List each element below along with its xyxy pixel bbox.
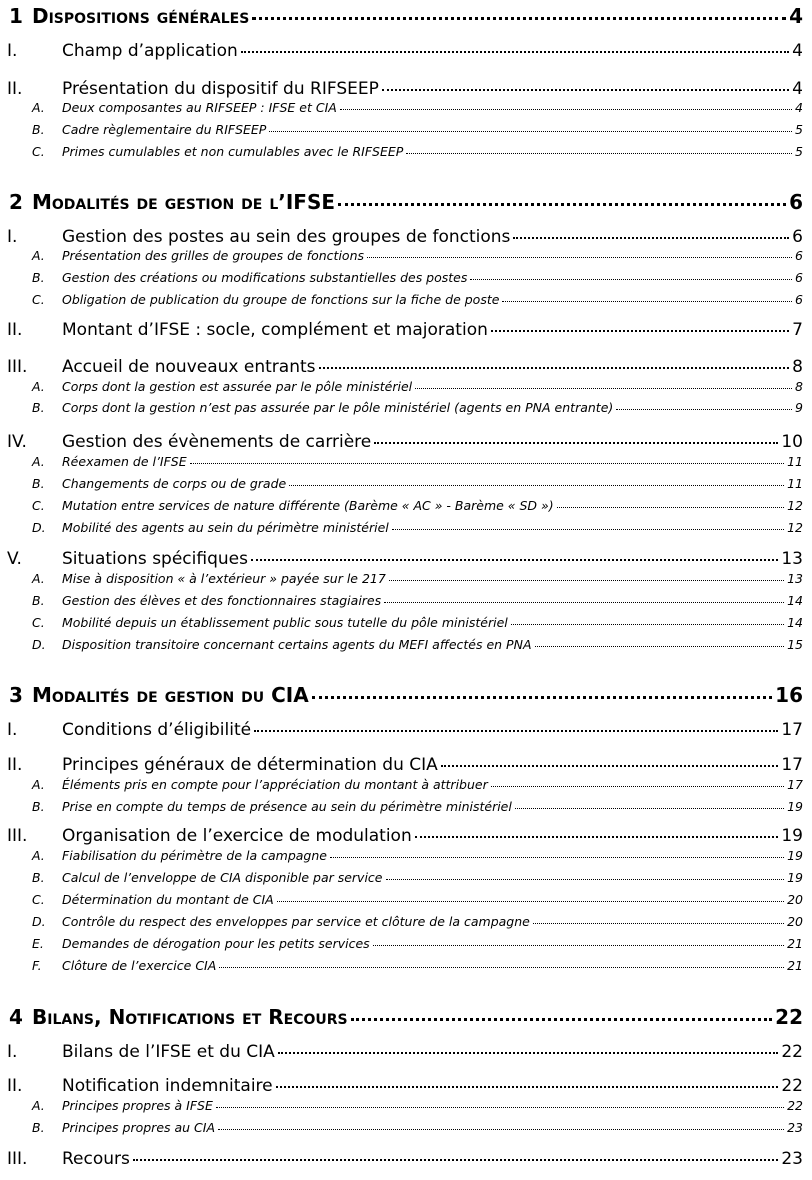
entry-page-number: 22 [781, 1042, 803, 1062]
entry-page-number: 8 [792, 357, 803, 377]
entry-number: B. [32, 799, 45, 814]
entry-title: Gestion des évènements de carrière [62, 432, 372, 452]
entry-number: III. [7, 826, 28, 846]
toc-entry-sub[interactable] [32, 476, 803, 491]
entry-title: Présentation des grilles de groupes de fonctions [62, 248, 365, 263]
entry-page-number: 5 [795, 122, 803, 137]
dot-leader [319, 367, 790, 369]
toc-entry-sub[interactable] [32, 248, 803, 263]
entry-page-number: 16 [775, 683, 803, 707]
dot-leader [470, 279, 792, 280]
entry-title: Cadre règlementaire du RIFSEEP [62, 122, 267, 137]
entry-number: F. [32, 958, 42, 973]
toc-entry-sub[interactable] [32, 454, 803, 469]
toc-entry-sub[interactable] [32, 936, 803, 951]
entry-title: Recours [62, 1149, 130, 1169]
entry-page-number: 17 [787, 777, 803, 792]
dot-leader [384, 602, 784, 603]
entry-page-number: 14 [787, 593, 803, 608]
dot-leader [251, 559, 778, 561]
dot-leader [491, 786, 784, 787]
entry-number: III. [7, 357, 28, 377]
entry-title: Accueil de nouveaux entrants [62, 357, 316, 377]
entry-title: Deux composantes au RIFSEEP : IFSE et CIA [62, 100, 337, 115]
entry-title: Mutation entre services de nature différente (Barème « AC » - Barème « SD ») [62, 498, 554, 513]
entry-page-number: 21 [787, 958, 803, 973]
dot-leader [386, 879, 785, 880]
entry-number: B. [32, 122, 45, 137]
entry-page-number: 23 [781, 1149, 803, 1169]
entry-page-number: 19 [787, 848, 803, 863]
entry-number: V. [7, 549, 22, 569]
entry-title: Organisation de l’exercice de modulation [62, 826, 412, 846]
entry-page-number: 22 [775, 1005, 803, 1029]
entry-title: Gestion des postes au sein des groupes de fonctions [62, 227, 511, 247]
entry-number: D. [32, 520, 46, 535]
toc-entry-sub[interactable] [32, 1120, 803, 1135]
dot-leader [535, 646, 785, 647]
entry-page-number: 8 [795, 379, 803, 394]
entry-title: Bilans de l’IFSE et du CIA [62, 1042, 275, 1062]
toc-entry-sec[interactable] [7, 432, 803, 452]
toc-entry-sub[interactable] [32, 848, 803, 863]
dot-leader [515, 808, 784, 809]
dot-leader [367, 257, 792, 258]
toc-entry-sub[interactable] [32, 615, 803, 630]
entry-number: A. [32, 100, 45, 115]
toc-entry-sec[interactable] [7, 1042, 803, 1062]
entry-title: Montant d’IFSE : socle, complément et majoration [62, 320, 488, 340]
dot-leader [269, 131, 792, 132]
entry-title: Situations spécifiques [62, 549, 248, 569]
dot-leader [491, 330, 789, 332]
dot-leader [533, 923, 784, 924]
dot-leader [511, 624, 784, 625]
dot-leader [276, 1086, 779, 1088]
entry-title: Mobilité depuis un établissement public sous tutelle du pôle ministériel [62, 615, 508, 630]
entry-page-number: 11 [787, 476, 803, 491]
entry-page-number: 6 [795, 270, 803, 285]
dot-leader [241, 51, 789, 53]
dot-leader [374, 442, 778, 444]
toc-entry-chap[interactable] [9, 683, 803, 707]
entry-title: Clôture de l’exercice CIA [62, 958, 217, 973]
toc-entry-sec[interactable] [7, 357, 803, 377]
entry-number: II. [7, 1076, 23, 1096]
toc-entry-sub[interactable] [32, 914, 803, 929]
dot-leader [252, 17, 786, 20]
entry-title: Principes propres à IFSE [62, 1098, 213, 1113]
entry-number: A. [32, 379, 45, 394]
entry-title: Calcul de l’enveloppe de CIA disponible par service [62, 870, 383, 885]
toc-entry-sub[interactable] [32, 122, 803, 137]
dot-leader [351, 1018, 773, 1021]
toc-entry-chap[interactable] [9, 1005, 803, 1029]
entry-number: II. [7, 320, 23, 340]
entry-page-number: 11 [787, 454, 803, 469]
toc-entry-sub[interactable] [32, 892, 803, 907]
entry-title: Obligation de publication du groupe de fonctions sur la fiche de poste [62, 292, 500, 307]
entry-page-number: 4 [792, 79, 803, 99]
entry-page-number: 19 [787, 870, 803, 885]
dot-leader [133, 1159, 778, 1161]
entry-number: B. [32, 593, 45, 608]
entry-number: I. [7, 41, 18, 61]
entry-number: A. [32, 248, 45, 263]
entry-title: Changements de corps ou de grade [62, 476, 287, 491]
entry-title: Prise en compte du temps de présence au sein du périmètre ministériel [62, 799, 512, 814]
entry-number: B. [32, 400, 45, 415]
entry-number: A. [32, 454, 45, 469]
entry-number: B. [32, 870, 45, 885]
dot-leader [278, 1052, 779, 1054]
entry-page-number: 15 [787, 637, 803, 652]
toc-entry-sec[interactable] [7, 755, 803, 775]
dot-leader [389, 580, 784, 581]
entry-title: Notification indemnitaire [62, 1076, 273, 1096]
toc-entry-sub[interactable] [32, 777, 803, 792]
entry-number: A. [32, 777, 45, 792]
entry-page-number: 4 [792, 41, 803, 61]
dot-leader [312, 696, 772, 699]
toc-entry-sec[interactable] [7, 720, 803, 740]
entry-page-number: 20 [787, 892, 803, 907]
dot-leader [513, 237, 789, 239]
entry-title: Bilans, Notifications et Recours [32, 1005, 348, 1029]
dot-leader [330, 857, 784, 858]
entry-title: Mobilité des agents au sein du périmètre ministériel [62, 520, 389, 535]
toc-entry-sec[interactable] [7, 320, 803, 340]
entry-number: II. [7, 755, 23, 775]
entry-title: Réexamen de l’IFSE [62, 454, 187, 469]
entry-title: Disposition transitoire concernant certains agents du MEFI affectés en PNA [62, 637, 532, 652]
entry-page-number: 17 [781, 755, 803, 775]
entry-number: B. [32, 270, 45, 285]
entry-number: C. [32, 144, 45, 159]
entry-title: Modalités de gestion de l’IFSE [32, 190, 336, 214]
entry-page-number: 6 [795, 248, 803, 263]
entry-number: D. [32, 914, 46, 929]
dot-leader [216, 1107, 784, 1108]
dot-leader [277, 901, 784, 902]
dot-leader [406, 153, 792, 154]
entry-number: B. [32, 476, 45, 491]
entry-title: Dispositions générales [32, 4, 250, 28]
entry-page-number: 13 [781, 549, 803, 569]
toc-entry-sub[interactable] [32, 400, 803, 415]
entry-page-number: 5 [795, 144, 803, 159]
dot-leader [382, 89, 789, 91]
entry-number: C. [32, 615, 45, 630]
entry-page-number: 13 [787, 571, 803, 586]
entry-title: Modalités de gestion du CIA [32, 683, 309, 707]
entry-page-number: 19 [781, 826, 803, 846]
entry-number: 2 [9, 190, 23, 214]
dot-leader [219, 967, 784, 968]
dot-leader [190, 463, 784, 464]
dot-leader [415, 388, 792, 389]
entry-number: 1 [9, 4, 23, 28]
dot-leader [415, 836, 779, 838]
toc-entry-sec[interactable] [7, 79, 803, 99]
entry-title: Gestion des élèves et des fonctionnaires stagiaires [62, 593, 382, 608]
entry-title: Corps dont la gestion n’est pas assurée par le pôle ministériel (agents en PNA entrante) [62, 400, 614, 415]
toc-entry-sec[interactable] [7, 1149, 803, 1169]
dot-leader [340, 109, 792, 110]
entry-number: IV. [7, 432, 27, 452]
dot-leader [338, 203, 786, 206]
toc-entry-sub[interactable] [32, 100, 803, 115]
entry-number: A. [32, 1098, 45, 1113]
entry-number: I. [7, 720, 18, 740]
entry-page-number: 10 [781, 432, 803, 452]
entry-number: A. [32, 571, 45, 586]
toc-entry-sub[interactable] [32, 292, 803, 307]
toc-entry-sec[interactable] [7, 41, 803, 61]
entry-number: C. [32, 292, 45, 307]
toc-entry-sub[interactable] [32, 571, 803, 586]
toc-entry-sec[interactable] [7, 826, 803, 846]
entry-page-number: 23 [787, 1120, 803, 1135]
entry-number: 4 [9, 1005, 23, 1029]
entry-title: Corps dont la gestion est assurée par le pôle ministériel [62, 379, 413, 394]
entry-page-number: 7 [792, 320, 803, 340]
dot-leader [254, 730, 778, 732]
entry-title: Contrôle du respect des enveloppes par service et clôture de la campagne [62, 914, 530, 929]
entry-title: Conditions d’éligibilité [62, 720, 252, 740]
toc-entry-sub[interactable] [32, 379, 803, 394]
entry-page-number: 6 [795, 292, 803, 307]
toc-entry-sub[interactable] [32, 498, 803, 513]
entry-page-number: 21 [787, 936, 803, 951]
dot-leader [502, 301, 792, 302]
entry-title: Champ d’application [62, 41, 238, 61]
dot-leader [392, 529, 784, 530]
entry-number: C. [32, 498, 45, 513]
entry-page-number: 12 [787, 498, 803, 513]
toc-entry-sub[interactable] [32, 144, 803, 159]
entry-title: Mise à disposition « à l’extérieur » payée sur le 217 [62, 571, 386, 586]
entry-title: Présentation du dispositif du RIFSEEP [62, 79, 379, 99]
entry-page-number: 12 [787, 520, 803, 535]
entry-page-number: 19 [787, 799, 803, 814]
entry-title: Fiabilisation du périmètre de la campagne [62, 848, 327, 863]
toc-entry-sub[interactable] [32, 593, 803, 608]
entry-title: Principes généraux de détermination du CIA [62, 755, 438, 775]
entry-page-number: 6 [789, 190, 803, 214]
toc-entry-sub[interactable] [32, 270, 803, 285]
entry-page-number: 6 [792, 227, 803, 247]
entry-number: B. [32, 1120, 45, 1135]
dot-leader [616, 409, 792, 410]
entry-page-number: 20 [787, 914, 803, 929]
dot-leader [557, 507, 784, 508]
toc-entry-sub[interactable] [32, 1098, 803, 1113]
toc-entry-chap[interactable] [9, 4, 803, 28]
dot-leader [218, 1129, 784, 1130]
entry-page-number: 22 [787, 1098, 803, 1113]
entry-title: Éléments pris en compte pour l’appréciation du montant à attribuer [62, 777, 488, 792]
entry-page-number: 4 [789, 4, 803, 28]
toc-entry-sec[interactable] [7, 1076, 803, 1096]
entry-title: Détermination du montant de CIA [62, 892, 274, 907]
toc-entry-sub[interactable] [32, 870, 803, 885]
toc-entry-sub[interactable] [32, 637, 803, 652]
entry-number: A. [32, 848, 45, 863]
dot-leader [373, 945, 784, 946]
entry-page-number: 9 [795, 400, 803, 415]
entry-title: Principes propres au CIA [62, 1120, 216, 1135]
entry-number: 3 [9, 683, 23, 707]
toc-entry-chap[interactable] [9, 190, 803, 214]
entry-number: I. [7, 1042, 18, 1062]
dot-leader [441, 765, 779, 767]
entry-number: III. [7, 1149, 28, 1169]
entry-page-number: 22 [781, 1076, 803, 1096]
toc-entry-sub[interactable] [32, 958, 803, 973]
entry-page-number: 4 [795, 100, 803, 115]
entry-number: C. [32, 892, 45, 907]
entry-page-number: 17 [781, 720, 803, 740]
toc-entry-sec[interactable] [7, 227, 803, 247]
toc-entry-sub[interactable] [32, 799, 803, 814]
entry-page-number: 14 [787, 615, 803, 630]
toc-entry-sec[interactable] [7, 549, 803, 569]
entry-title: Gestion des créations ou modifications substantielles des postes [62, 270, 468, 285]
entry-title: Primes cumulables et non cumulables avec le RIFSEEP [62, 144, 404, 159]
entry-title: Demandes de dérogation pour les petits services [62, 936, 370, 951]
entry-number: II. [7, 79, 23, 99]
entry-number: D. [32, 637, 46, 652]
entry-number: E. [32, 936, 44, 951]
dot-leader [289, 485, 784, 486]
toc-entry-sub[interactable] [32, 520, 803, 535]
entry-number: I. [7, 227, 18, 247]
